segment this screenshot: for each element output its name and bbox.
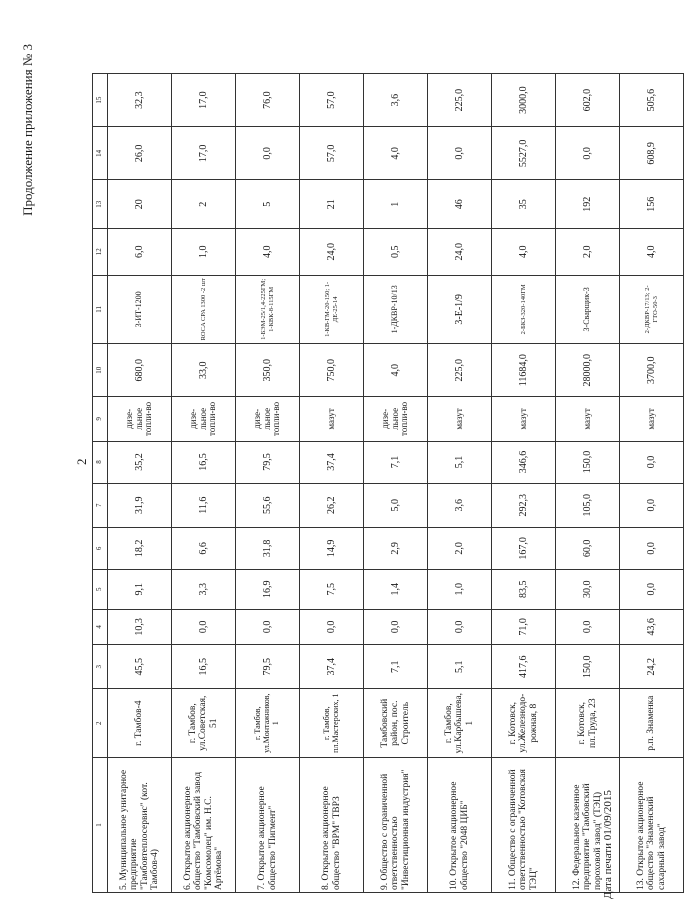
table-cell: 5 [236, 180, 300, 229]
fuel-type-cell: мазут [300, 397, 364, 441]
column-number: 9 [93, 397, 108, 441]
table-cell: 21 [300, 180, 364, 229]
table-cell: 35 [492, 180, 556, 229]
table-cell: 83,5 [492, 569, 556, 609]
table-cell: 0,0 [428, 609, 492, 644]
table-cell: 31,8 [236, 527, 300, 569]
column-number: 5 [93, 569, 108, 609]
table-cell: 4,0 [620, 229, 684, 275]
table-cell: 76,0 [236, 74, 300, 127]
table-cell: 192 [556, 180, 620, 229]
table-cell: 2 [172, 180, 236, 229]
table-cell: 0,0 [620, 527, 684, 569]
fuel-type-cell: дизе-льное топли-во [236, 397, 300, 441]
table-cell: 0,0 [428, 127, 492, 180]
address-cell: г. Котовск, пл.Труда, 23 [556, 689, 620, 758]
table-cell: 1,0 [172, 229, 236, 275]
table-cell: 17,0 [172, 74, 236, 127]
address-cell: р.п. Знаменка [620, 689, 684, 758]
table-row [620, 74, 684, 893]
table-cell: 5527,0 [492, 127, 556, 180]
organization-cell: 6. Открытое акционерное общество "Тамбовский завод "Комсомолец" им. Н.С. Артёмова" [172, 757, 236, 892]
table-cell: 79,5 [236, 645, 300, 689]
organization-cell: 7. Открытое акционерное общество "Пигмент" [236, 757, 300, 892]
table-cell: 0,0 [172, 609, 236, 644]
table-cell: 150,0 [556, 645, 620, 689]
table-cell: 150,0 [556, 441, 620, 483]
table-cell: 350,0 [236, 344, 300, 397]
table-cell: 6,0 [108, 229, 172, 275]
table-cell: 225,0 [428, 344, 492, 397]
table-cell: 31,9 [108, 483, 172, 527]
equipment-cell: 2-БКЗ-320-140ГМ [492, 275, 556, 344]
table-cell: 30,0 [556, 569, 620, 609]
table-cell: 4,0 [364, 127, 428, 180]
table-cell: 28000,0 [556, 344, 620, 397]
column-number: 14 [93, 127, 108, 180]
table-cell: 17,0 [172, 127, 236, 180]
fuel-type-cell: мазут [428, 397, 492, 441]
organization-cell: 8. Открытое акционерное общество "ВРМ" ТВРЗ [300, 757, 364, 892]
address-cell: Тамбовский район, пос. Строитель [364, 689, 428, 758]
table-cell: 7,1 [364, 441, 428, 483]
table-cell: 55,6 [236, 483, 300, 527]
table-cell: 35,2 [108, 441, 172, 483]
column-number: 3 [93, 645, 108, 689]
address-cell: г. Тамбов, ул.Советская, 51 [172, 689, 236, 758]
address-cell: г. Тамбов, ул.Карбышева, 1 [428, 689, 492, 758]
table-cell: 9,1 [108, 569, 172, 609]
table-cell: 1,0 [428, 569, 492, 609]
equipment-cell: ROCA CPA 1300 -2 шт [172, 275, 236, 344]
equipment-cell: 3-Е-1/9 [428, 275, 492, 344]
table-cell: 0,0 [620, 483, 684, 527]
fuel-type-cell: дизе-льное топли-во [172, 397, 236, 441]
table-cell: 2,0 [556, 229, 620, 275]
table-cell: 3000,0 [492, 74, 556, 127]
column-number: 12 [93, 229, 108, 275]
table-row [108, 74, 172, 893]
table-cell: 292,3 [492, 483, 556, 527]
table-cell: 4,0 [364, 344, 428, 397]
table-cell: 71,0 [492, 609, 556, 644]
table-header-row [93, 74, 108, 893]
fuel-type-cell: мазут [492, 397, 556, 441]
table-cell: 18,2 [108, 527, 172, 569]
table-cell: 1,4 [364, 569, 428, 609]
table-cell: 5,0 [364, 483, 428, 527]
table-cell: 79,5 [236, 441, 300, 483]
table-cell: 37,4 [300, 441, 364, 483]
table-cell: 26,0 [108, 127, 172, 180]
address-cell: г. Тамбов, пл.Мастерских, 1 [300, 689, 364, 758]
page-number: 2 [74, 458, 89, 465]
table-cell: 10,3 [108, 609, 172, 644]
table-cell: 16,5 [172, 441, 236, 483]
table-cell: 16,5 [172, 645, 236, 689]
table-cell: 5,1 [428, 645, 492, 689]
table-row [300, 74, 364, 893]
table-row [172, 74, 236, 893]
table-cell: 505,6 [620, 74, 684, 127]
organization-cell: 11. Общество с ограниченной ответственностью "Котовская ТЭЦ" [492, 757, 556, 892]
table-cell: 45,5 [108, 645, 172, 689]
column-number: 10 [93, 344, 108, 397]
column-number: 1 [93, 757, 108, 892]
organization-cell: 5. Муниципальное унитарное предприятие "Тамбовтеплосервис" (кот. Тамбов-4) [108, 757, 172, 892]
table-cell: 6,6 [172, 527, 236, 569]
equipment-cell: 1-ДКВР-10/13 [364, 275, 428, 344]
address-cell: г. Тамбов, ул.Монтажников, 1 [236, 689, 300, 758]
table-cell: 0,0 [556, 609, 620, 644]
column-number: 13 [93, 180, 108, 229]
table-cell: 0,0 [364, 609, 428, 644]
table-cell: 3,6 [364, 74, 428, 127]
fuel-type-cell: мазут [620, 397, 684, 441]
table-cell: 46 [428, 180, 492, 229]
table-cell: 0,0 [620, 441, 684, 483]
column-number: 15 [93, 74, 108, 127]
organization-cell: 12. Федеральное казенное предприятие "Тамбовский пороховой завод" (ТЭЦ) [556, 757, 620, 892]
table-cell: 57,0 [300, 127, 364, 180]
table-cell: 602,0 [556, 74, 620, 127]
table-cell: 3,3 [172, 569, 236, 609]
table-cell: 3,6 [428, 483, 492, 527]
table-cell: 57,0 [300, 74, 364, 127]
table-cell: 167,0 [492, 527, 556, 569]
table-cell: 24,0 [428, 229, 492, 275]
table-cell: 24,2 [620, 645, 684, 689]
equipment-cell: 3-Сварщик-3 [556, 275, 620, 344]
table-cell: 0,0 [300, 609, 364, 644]
fuel-reserve-table [92, 73, 684, 893]
fuel-type-cell: мазут [556, 397, 620, 441]
table-cell: 417,6 [492, 645, 556, 689]
table-cell: 608,9 [620, 127, 684, 180]
column-number: 11 [93, 275, 108, 344]
fuel-type-cell: дизе-льное топли-во [108, 397, 172, 441]
table-cell: 2,0 [428, 527, 492, 569]
print-date: Дата печати 01/09/2015 [602, 790, 614, 899]
table-cell: 0,0 [620, 569, 684, 609]
table-cell: 60,0 [556, 527, 620, 569]
table-row [364, 74, 428, 893]
table-cell: 680,0 [108, 344, 172, 397]
table-row [492, 74, 556, 893]
equipment-cell: 1-БЭМ-25/1,4-225ГМ; 1-КВК-8-115ГМ [236, 275, 300, 344]
address-cell: г. Котовск, ул.Железнодо-рожная, 8 [492, 689, 556, 758]
column-number: 8 [93, 441, 108, 483]
column-number: 7 [93, 483, 108, 527]
organization-cell: 10. Открытое акционерное общество "2048 ЦИБ" [428, 757, 492, 892]
table-row [428, 74, 492, 893]
table-cell: 346,6 [492, 441, 556, 483]
column-number: 6 [93, 527, 108, 569]
fuel-type-cell: дизе-льное топли-во [364, 397, 428, 441]
table-cell: 1 [364, 180, 428, 229]
table-cell: 11,6 [172, 483, 236, 527]
table-cell: 750,0 [300, 344, 364, 397]
table-cell: 105,0 [556, 483, 620, 527]
table-cell: 0,0 [556, 127, 620, 180]
appendix-label: Продолжение приложения № 3 [20, 44, 35, 216]
column-number: 4 [93, 609, 108, 644]
table-cell: 3700,0 [620, 344, 684, 397]
table-cell: 225,0 [428, 74, 492, 127]
table-cell: 156 [620, 180, 684, 229]
table-cell: 16,9 [236, 569, 300, 609]
table-cell: 33,0 [172, 344, 236, 397]
table-cell: 7,5 [300, 569, 364, 609]
table-cell: 20 [108, 180, 172, 229]
table-cell: 24,0 [300, 229, 364, 275]
table-cell: 37,4 [300, 645, 364, 689]
organization-cell: 13. Открытое акционерное общество "Знаменский сахарный завод" [620, 757, 684, 892]
table-cell: 14,9 [300, 527, 364, 569]
table-cell: 11684,0 [492, 344, 556, 397]
table-cell: 32,3 [108, 74, 172, 127]
table-cell: 0,0 [236, 609, 300, 644]
table-cell: 43,6 [620, 609, 684, 644]
table-row [556, 74, 620, 893]
table-cell: 7,1 [364, 645, 428, 689]
equipment-cell: 2-ДКВР-17/13; 2-ГТО-50-3 [620, 275, 684, 344]
table-cell: 26,2 [300, 483, 364, 527]
table-cell: 2,9 [364, 527, 428, 569]
organization-cell: 9. Общество с ограниченной ответственностью "Инвестиционная индустрия" [364, 757, 428, 892]
table-cell: 0,5 [364, 229, 428, 275]
table-cell: 4,0 [236, 229, 300, 275]
table-row [236, 74, 300, 893]
equipment-cell: 3-ИТ-1200 [108, 275, 172, 344]
column-number: 2 [93, 689, 108, 758]
table-cell: 0,0 [236, 127, 300, 180]
table-cell: 5,1 [428, 441, 492, 483]
equipment-cell: 1-КВ-ГМ-20-150; 1-ДЕ-25-14 [300, 275, 364, 344]
address-cell: г. Тамбов-4 [108, 689, 172, 758]
table-cell: 4,0 [492, 229, 556, 275]
